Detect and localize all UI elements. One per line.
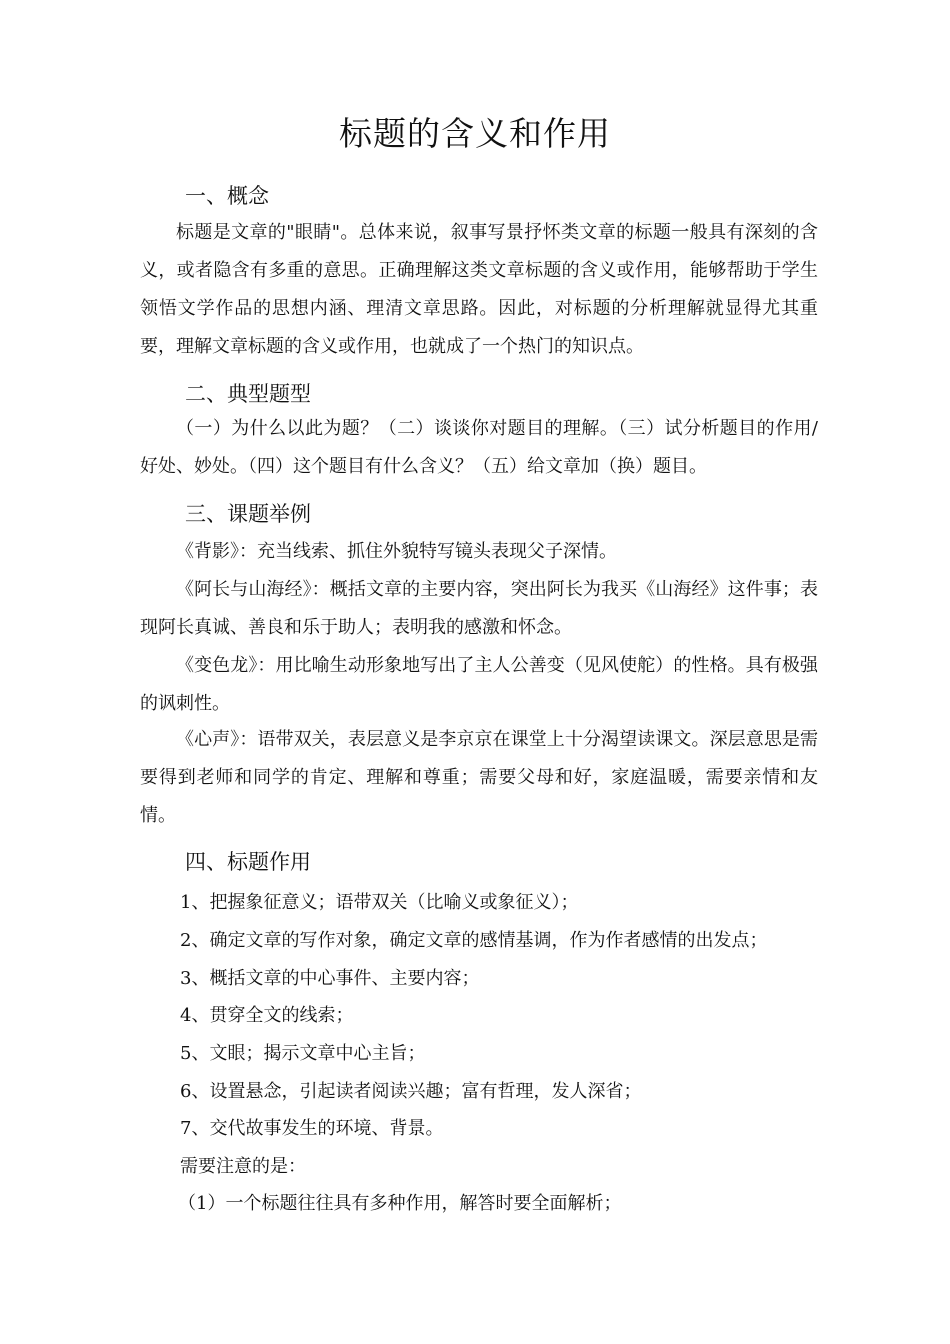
function-item: 3、概括文章的中心事件、主要内容； bbox=[180, 968, 480, 989]
document-title: 标题的含义和作用 bbox=[339, 114, 611, 153]
question-types-paragraph: （一）为什么以此为题？（二）谈谈你对题目的理解。（三）试分析题目的作用/好处、妙处。（四）这个题目有什么含义？（五）给文章加（换）题目。 bbox=[140, 418, 818, 477]
function-item: 6、设置悬念，引起读者阅读兴趣；富有哲理，发人深省； bbox=[180, 1081, 642, 1102]
concept-paragraph: 标题是文章的"眼睛"。总体来说，叙事写景抒怀类文章的标题一般具有深刻的含义，或者隐含有多重的意思。正确理解这类文章标题的含义或作用，能够帮助于学生领悟文学作品的思想内涵、理清文章思路。因此，对标题的分析理解就显得尤其重要，理解文章标题的含义或作用，也就成了一个热门的知识点。 bbox=[140, 222, 818, 357]
section-heading-question-types: 二、典型题型 bbox=[185, 382, 311, 406]
function-item: 5、文眼；揭示文章中心主旨； bbox=[180, 1043, 426, 1064]
function-item: 7、交代故事发生的环境、背景。 bbox=[180, 1118, 444, 1139]
example-item: 《背影》：充当线索、抓住外貌特写镜头表现父子深情。 bbox=[176, 541, 617, 562]
section-heading-concept: 一、概念 bbox=[185, 184, 269, 208]
note-item: （1）一个标题往往具有多种作用，解答时要全面解析； bbox=[178, 1193, 622, 1214]
example-item: 《心声》：语带双关，表层意义是李京京在课堂上十分渴望读课文。深层意思是需要得到老师和同学的肯定、理解和尊重；需要父母和好，家庭温暖，需要亲情和友情。 bbox=[140, 729, 818, 826]
function-item: 1、把握象征意义；语带双关（比喻义或象征义）； bbox=[180, 892, 579, 913]
function-item: 2、确定文章的写作对象，确定文章的感情基调，作为作者感情的出发点； bbox=[180, 930, 768, 951]
example-item: 《变色龙》：用比喻生动形象地写出了主人公善变（见风使舵）的性格。具有极强的讽刺性。 bbox=[140, 655, 818, 714]
example-item: 《阿长与山海经》：概括文章的主要内容，突出阿长为我买《山海经》这件事；表现阿长真诚、善良和乐于助人；表明我的感激和怀念。 bbox=[140, 579, 818, 638]
function-item: 4、贯穿全文的线索； bbox=[180, 1005, 354, 1026]
section-heading-functions: 四、标题作用 bbox=[185, 850, 311, 874]
note-label: 需要注意的是： bbox=[180, 1156, 306, 1177]
section-heading-examples: 三、课题举例 bbox=[185, 502, 311, 526]
